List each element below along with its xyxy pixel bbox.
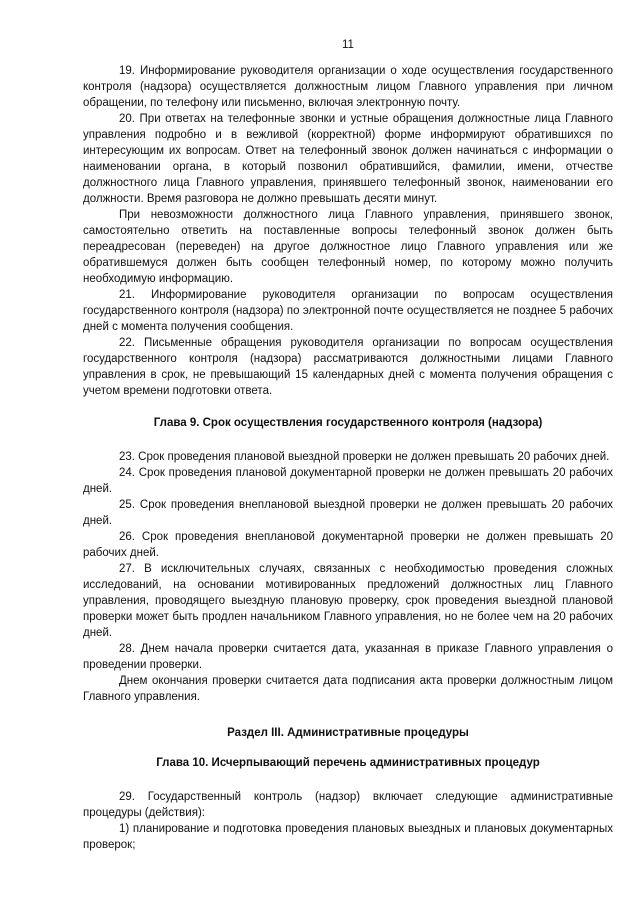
paragraph-19: 19. Информирование руководителя организации о ходе осуществления государственного контроля (надзора) осуществляется должностным лицом Главного управления при личном обращении, по телефону или письменно, включая электронную почту. xyxy=(83,65,613,109)
paragraph-21: 21. Информирование руководителя организации по вопросам осуществления государственного контроля (надзора) по электронной почте осуществляется не позднее 5 рабочих дней с момента получения сообщения. xyxy=(83,289,613,333)
paragraph-29: 29. Государственный контроль (надзор) включает следующие административные процедуры (действия): xyxy=(83,791,613,819)
page-number: 11 xyxy=(342,39,354,51)
section-3-heading: Раздел III. Административные процедуры xyxy=(227,727,469,739)
paragraph-22: 22. Письменные обращения руководителя организации по вопросам осуществления государственного контроля (надзора) рассматриваются должностными лицами Главного управления в срок, не превышающий 15 календарных дней с момента получения обращения с учетом времени подготовки ответа. xyxy=(83,337,613,397)
chapter-9-heading: Глава 9. Срок осуществления государственного контроля (надзора) xyxy=(153,417,543,429)
paragraph-20: 20. При ответах на телефонные звонки и устные обращения должностные лица Главного управления подробно и в вежливой (корректной) форме информируют обратившихся по интересующим их вопросам. Ответ на телефонный звонок должен начинаться с информации о наименовании органа, в который позвонил обратившийся, фамилии, имени, отчестве должностного лица Главного управления, принявшего телефонный звонок, наименовании его должности. Время разговора не должно превышать десяти минут. xyxy=(83,113,613,205)
paragraph-23: 23. Срок проведения плановой выездной проверки не должен превышать 20 рабочих дней. xyxy=(119,451,610,463)
paragraph-27: 27. В исключительных случаях, связанных с необходимостью проведения сложных исследований, на основании мотивированных предложений должностных лиц Главного управления, проводящего выездную плановую проверку, срок проведения выездной плановой проверки может быть продлен начальником Главного управления, но не более чем на 20 рабочих дней. xyxy=(83,563,613,639)
paragraph-29-item-1: 1) планирование и подготовка проведения плановых выездных и плановых документарных проверок; xyxy=(83,823,613,851)
paragraph-25: 25. Срок проведения внеплановой выездной проверки не должен превышать 20 рабочих дней. xyxy=(83,499,613,527)
paragraph-26: 26. Срок проведения внеплановой документарной проверки не должен превышать 20 рабочих дней. xyxy=(83,531,613,559)
paragraph-28: 28. Днем начала проверки считается дата, указанная в приказе Главного управления о проведении проверки. xyxy=(83,643,613,671)
paragraph-20-continued: При невозможности должностного лица Главного управления, принявшего звонок, самостоятельно ответить на поставленные вопросы телефонный звонок должен быть переадресован (переведен) на другое должностное лицо Главного управления или же обратившемуся должен быть сообщен телефонный номер, по которому можно получить необходимую информацию. xyxy=(83,209,613,285)
paragraph-24: 24. Срок проведения плановой документарной проверки не должен превышать 20 рабочих дней. xyxy=(83,467,613,495)
chapter-10-heading: Глава 10. Исчерпывающий перечень административных процедур xyxy=(156,757,540,769)
paragraph-28-continued: Днем окончания проверки считается дата подписания акта проверки должностным лицом Главного управления. xyxy=(83,675,613,703)
